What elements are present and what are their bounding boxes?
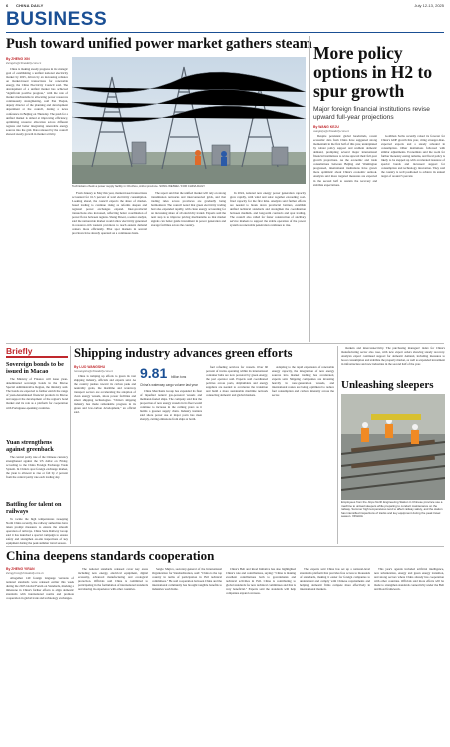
briefly-text: The central parity rate of the Chinese currency strengthened against the US dollar on Friday, according to the China Foreign Exchange Trade System. In China's spot foreign exchange market, the yuan is allowed to rise or fall by 2 percent from the central parity rate each trading day. xyxy=(6,455,68,480)
lead-col-3: The report said that the unified market will rely on strong transmission networks and interconnected grids, and that trading rules across provinces are gradually being harmonized. The council noted that green electricity trading had also expanded rapidly, with clean energy accounting for an increasing share of all electricity traded. Experts said the next step is to improve pricing mechanisms so that market signals can better guide investment in power generation and storage facilities across the country. xyxy=(151,191,226,228)
section-rule xyxy=(6,32,444,33)
standards-email: zhengyiran@chinadaily.com.cn xyxy=(6,571,44,575)
standards-col-4: China's Belt and Road Initiative has also highlighted China's role and contributions, saying: "China is making excellent contributions both to governments and technical activities in ISO. China is contributing to global standards for new technical committees and that is very beneficial." Experts said the standards will help companies expand overseas. xyxy=(226,567,296,596)
standards-col-1: Altogether 140 foreign language versions of national standards were released earlier this week during the 2025 Global Forum on Standards, marking a milestone in China's further efforts to align domestic standards with international norms and promote cooperation in global trade and technology exchanges. xyxy=(6,576,74,601)
standards-col-5: The experts said China has set up a national-level standards platform that provides free access to thousands of standards, making it easier for foreign companies to understand and comply with Chinese requirements and helping domestic firms compete more effectively in international markets. xyxy=(300,567,370,592)
photo-credit: XINHUA xyxy=(351,514,363,519)
standards-byline-block xyxy=(6,567,74,575)
feature-byline-block xyxy=(313,125,377,133)
briefly-text: To tackle the high temperatures sweeping North China recently, the railway authorities have taken prompt measures to ensure the smooth operation of railways. China State Railway Group said it has launched a special campaign to ensure safety and strengthen on-site inspections of key equipment during the peak summer travel season. xyxy=(6,517,68,546)
standards-headline: China deepens standards cooperation xyxy=(6,548,215,563)
shipping-stat xyxy=(140,365,202,387)
shipping-col-1: China is ramping up efforts to green its vast shipping industry, officials and experts said. As the country pushes toward its carbon peak and neutrality goals, the maritime and waterway transport sectors are accelerating the adoption of clean energy vessels, shore power facilities and smart shipping technologies. "China's shipping industry has made remarkable progress in its green and low-carbon development," an official said. xyxy=(74,374,136,415)
unleash-headline: Unleashing sleepers xyxy=(341,379,434,391)
briefly-rule xyxy=(6,356,68,358)
railway-workers-image xyxy=(341,394,445,500)
stat-label: China's waterway cargo volume last year xyxy=(140,383,198,387)
section-divider xyxy=(6,343,444,344)
shipping-col-4: Adapting to the rapid expansion of renewable energy capacity, the integration of new energy sources into market trading has accelerated, experts said. Shipping companies are investing heavily in new-generation vessels, and international routes are being optimized to reduce fuel consumption and carbon intensity across the sector. xyxy=(272,365,334,398)
stat-unit: billion tons xyxy=(171,375,187,379)
standards-col-2: The national standards released cover key areas including new energy, electrical equipment, digital economy, advanced manufacturing and ecological protection. Officials said China is committed to participating in the formulation of international standards and sharing its experience with other countries. xyxy=(78,567,148,592)
briefly-item xyxy=(6,362,68,439)
shipping-byline-block xyxy=(74,365,136,373)
column-divider xyxy=(70,346,71,544)
feature-continued: markets and interconnectivity. The purchasing managers' index for China's manufacturing sector also rose, with new export orders showing steady recovery. Analysts expect continued support for domestic demand, including measures to boost consumption and stabilize the property market, as well as expanded investment in infrastructure and new industries in the second half of the year. xyxy=(341,346,445,367)
section-title: BUSINESS xyxy=(6,9,108,30)
standards-col-3: Sergio Mujica, secretary-general of the International Organization for Standardization, said: "China is the top country in terms of participation in ISO technical committees." He said cooperation between China and the international community has brought tangible benefits to industries worldwide. xyxy=(152,567,222,592)
publication-name: CHINA DAILY xyxy=(16,3,44,8)
power-facility-photo xyxy=(72,57,306,184)
unleash-caption: Employees from the Jinpu North Engineering Station in Chinese province use a machine to unload sleepers while preparing to conduct maintenance on the railway. Summer high temperatures tend to affect railway safety, and the station has intensified inspections of tracks and key equipment during the peak travel season. XINHUA xyxy=(341,500,443,519)
power-facility-image xyxy=(72,57,306,184)
lead-byline-block xyxy=(6,57,68,65)
feature-deck: Major foreign financial institutions revise upward full-year projections xyxy=(313,106,430,121)
column-divider xyxy=(309,36,310,342)
lead-byline: By ZHENG XIN xyxy=(6,57,30,61)
briefly-headline: Sovereign bonds to be issued in Macao xyxy=(6,361,64,375)
lead-headline: Push toward unified power market gathers steam xyxy=(6,36,312,52)
standards-byline: By ZHENG YIRAN xyxy=(6,567,35,571)
briefly-headline: Battling for talent on railways xyxy=(6,501,62,515)
lead-col-1: China is making steady progress in its strategic goal of establishing a unified national electricity market by 2025, driven by an increasing reliance on market-based transactions for renewable energy, the China Electricity Council said. The development of a unified market has achieved "significant positive progress," with the role of market mechanisms in allocating power resources continuously strengthening, said Pan Yuejun, deputy director of the planning and development department at the council, during a news conference in Beijing on Thursday. The push for a unified market is aimed at improving efficiency, optimizing resource allocation across different regions and better integrating renewable energy sources into the grid. Data released by the council showed steady growth in market activity. xyxy=(6,67,68,136)
lead-email: zhengxin@chinadaily.com.cn xyxy=(6,61,42,65)
lead-photo-caption: Technicians check a power supply facility in Chuzhou, Anhui province. SONG WEIWEI / FOR CHINA DAILY xyxy=(72,184,206,188)
briefly-headline: Yuan strengthens against greenback xyxy=(6,439,54,453)
lead-col-4: In 2024, national new energy power generation capacity grew rapidly, with wind and solar together exceeding coal-fired capacity for the first time. Analysts said further efforts are needed to break down provincial barriers, establish unified technical standards and strengthen the coordination between medium- and long-term contracts and spot trading. The council also called for faster construction of ancillary service markets to support the stable operation of the power system as renewable penetration continues to rise. xyxy=(230,191,306,228)
shipping-headline: Shipping industry advances green efforts xyxy=(74,346,293,360)
standards-col-6: This year's agenda included artificial intelligence, new urbanization, energy and green energy transition, and strong sectors where China already has cooperation with other countries. Officials said more efforts will be made to strengthen standards connectivity under the Belt and Road framework. xyxy=(374,567,444,592)
feature-email: wangkeju@chinadaily.com.cn xyxy=(313,129,350,133)
railway-workers-photo xyxy=(341,394,445,500)
stat-value: 9.81 xyxy=(140,365,172,381)
briefly-item xyxy=(6,440,68,499)
shipping-col-2: China Merchants Group has expanded its fleet of liquefied natural gas-powered vessels and methanol-fueled ships. The company said that the proportion of new energy vessels in its fleet would continue to increase in the coming years as it builds a greener supply chain. Industry insiders said shore power use at major ports has risen sharply, cutting emissions from ships at berth. xyxy=(140,389,202,422)
shipping-col-3: fuel refueling services for vessels. Over 60 percent of trucks operating within its international container hubs are now powered by green energy, the port operator said. Experts said coordinated policies across ports, shipbuilders and energy suppliers are needed to accelerate the transition and build a more sustainable maritime network connecting domestic and global markets. xyxy=(206,365,268,398)
shipping-email: luowangshu@chinadaily.com.cn xyxy=(74,369,114,373)
briefly-text: The Ministry of Finance will issue yuan-denominated sovereign bonds in the Macao Special Administrative Region, the ministry said. The bonds are expected to further enrich the range of yuan-denominated financial products in Macao and support the development of the region's bond market and its role as a platform for cooperation with Portuguese-speaking countries. xyxy=(6,377,68,410)
feature-byline: By WANG KEJU xyxy=(313,125,339,129)
page-number: 6 xyxy=(6,3,9,8)
section-divider xyxy=(6,546,444,547)
feature-col-1: Despite persistent global headwinds, recent economic data from China have suggested strong momentum in the first half of this year, underpinned by robust policy support and resilient domestic demand, prompting several major international financial institutions to revise upward their full-year growth projections. As the economic and trade consultations between Beijing and Washington progressed, international institutions have grown more optimistic about China's economic outlook. Analysts said more targeted measures are expected in the second half to sustain the recovery and stabilize expectations. xyxy=(313,134,377,187)
feature-headline: More policy options in H2 to spur growth xyxy=(313,43,433,101)
column-divider xyxy=(337,346,338,544)
issue-date: July 12-13, 2025 xyxy=(414,3,444,8)
shipping-byline: By LUO WANGSHU xyxy=(74,365,106,369)
lead-col-2: From January to May this year, market-based transactions accounted for 61.5 percent of total electricity consumption. Looking ahead, the council expects the share of market-based trading to continue rising as reforms deepen and regional power exchanges expand. Inter-provincial transactions also increased, reflecting better coordination of power flows between regions. Shang Dawei, a senior analyst, said the nationwide market would allow electricity generated in resource-rich western provinces to reach eastern demand centers more efficiently. Pilot spot markets in several provinces have already operated on a continuous basis. xyxy=(72,191,147,236)
briefly-title: Briefly xyxy=(6,346,33,356)
feature-col-2: Goldman Sachs recently raised its forecast for China's GDP growth this year, citing stronger-than-expected exports and a steady rebound in consumption. Other institutions followed with similar adjustments. Economists said the room for further monetary easing remains, and fiscal policy is likely to be stepped up with accelerated issuance of special bonds and increased support for consumption and technology innovation. They said the country is well positioned to achieve its annual target of around 5 percent. xyxy=(381,134,445,179)
